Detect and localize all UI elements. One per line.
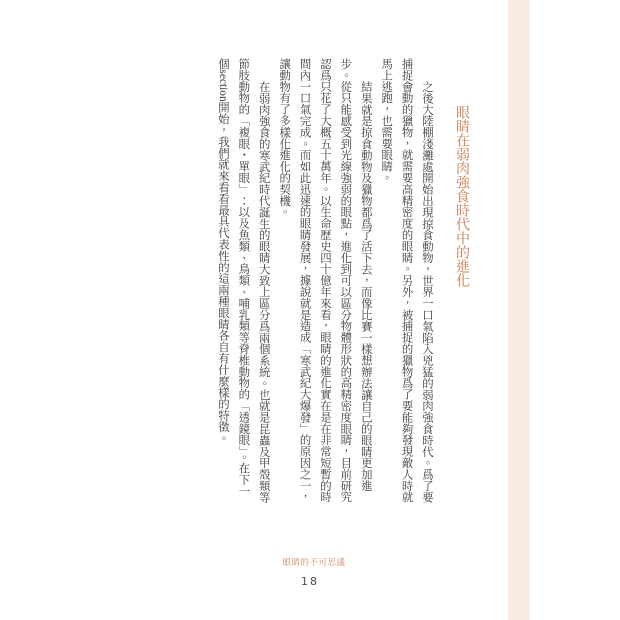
page-number: 18 bbox=[301, 575, 319, 588]
page-edge-band bbox=[508, 0, 530, 620]
article-paragraph: 之後大陸棚淺灘處開始出現掠食動物，世界一口氣陷入兇猛的弱肉強食時代。爲了要捕捉會動的獵物，就需要高精密度的眼睛。另外，被捕捉的獵物爲了要能夠發現敵人時就馬上逃跑，也需要眼睛。 bbox=[380, 58, 433, 503]
article-paragraph: 在弱肉強食的寒武紀時代誕生的眼睛大致上區分爲兩個系統。也就是昆蟲及甲殼類等節肢動物的「複眼・單眼」：以及魚類、鳥類、哺乳類等脊椎動物的「透鏡眼」。在下一個section開始，我們就來看看最具代表性的這兩種眼睛各自有什麼樣的特徵。 bbox=[216, 58, 270, 503]
book-title-footer: 眼睛的不可思議 bbox=[282, 557, 346, 567]
article bbox=[213, 58, 470, 506]
article-paragraph: 結果就是掠食動物及獵物都爲了活下去，而像比賽一樣想辦法讓自己的眼睛更加進步。從只能感受到光線強弱的眼點，進化到可以區分物體形狀的高精密度眼睛，目前研究認爲只花了大概五十萬年。以生命歷史四十億年來看，眼睛的進化實在是在非常短暫的時間內一口氣完成。而如此迅速的眼睛發展，據說就是造成「寒武紀大爆發」的原因之一，讓動物有了多樣化進化的契機。 bbox=[278, 58, 372, 503]
article-title: 眼睛在弱肉強食時代中的進化 bbox=[454, 105, 469, 287]
